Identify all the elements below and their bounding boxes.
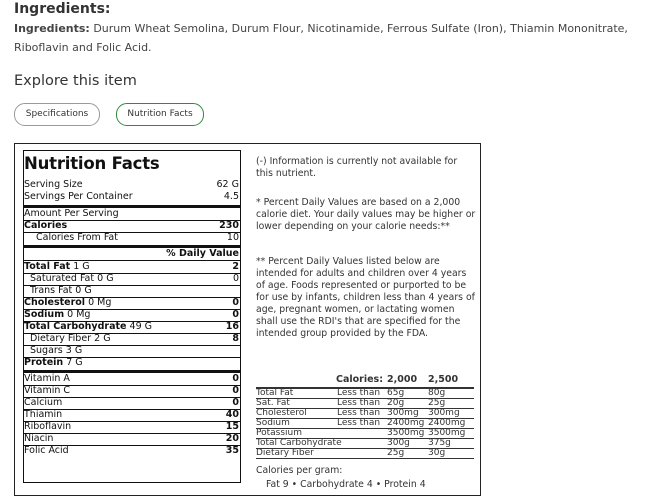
vitamin-row bbox=[24, 445, 240, 457]
nutrient-amount: 1 G bbox=[73, 261, 90, 272]
ct-2000: 300mg bbox=[387, 408, 419, 418]
ct-2500: 2400mg bbox=[428, 418, 466, 428]
vitamin-label: Riboflavin bbox=[24, 421, 72, 432]
ct-2000: 300g bbox=[387, 438, 410, 448]
nutrient-dv: 16 bbox=[225, 321, 239, 332]
ct-nutrient: Dietary Fiber bbox=[256, 448, 314, 458]
calories-fat-value: 10 bbox=[226, 232, 239, 243]
nutrient-amount: 0 Mg bbox=[88, 297, 112, 308]
tab-specifications[interactable]: Specifications bbox=[14, 103, 100, 126]
nutrient-label: Dietary Fiber bbox=[30, 333, 92, 344]
vitamin-label: Niacin bbox=[24, 433, 54, 444]
explore-title: Explore this item bbox=[14, 73, 137, 89]
note-unavailable: (-) Information is currently not available for this nutrient. bbox=[256, 156, 458, 179]
ingredients-text bbox=[14, 19, 639, 57]
nutrient-amount: 7 G bbox=[66, 357, 83, 368]
ct-2000: 2400mg bbox=[387, 418, 425, 428]
nutrient-label: Trans Fat bbox=[30, 285, 73, 296]
serving-size-value: 62 G bbox=[216, 179, 239, 190]
serving-size-row bbox=[24, 179, 240, 191]
calories-header-2500: 2,500 bbox=[428, 374, 459, 385]
nutrient-amount: 0 G bbox=[97, 273, 114, 284]
note-adults: ** Percent Daily Values listed below are intended for adults and children over 4 years of age. Foods represented or purported to be for use by infants, children less than 4 years of age, pregnant women, or lactating women shall use the RDI's that are specified for the intended group provided by the FDA. bbox=[256, 256, 475, 339]
ct-nutrient: Cholesterol bbox=[256, 408, 307, 418]
nutrient-dv: 8 bbox=[232, 333, 239, 344]
ct-2500: 80g bbox=[428, 388, 446, 398]
ct-2500: 25g bbox=[428, 398, 446, 408]
calories-per-gram-values: Fat 9 • Carbohydrate 4 • Protein 4 bbox=[266, 479, 426, 490]
ct-2000: 25g bbox=[387, 448, 405, 458]
nutrient-label: Total Carbohydrate bbox=[24, 321, 127, 332]
ingredients-label: Ingredients: bbox=[14, 22, 90, 35]
nutrition-panel bbox=[14, 143, 481, 496]
calories-header-2000: 2,000 bbox=[387, 374, 418, 385]
vitamin-dv: 20 bbox=[225, 433, 239, 444]
ct-qualifier: Less than bbox=[337, 398, 381, 408]
nutrient-row-protein bbox=[24, 357, 240, 369]
ct-qualifier: Less than bbox=[337, 388, 381, 398]
vitamin-dv: 35 bbox=[225, 445, 239, 456]
nutrient-label: Sugars bbox=[30, 345, 63, 356]
nutrient-amount: 3 G bbox=[65, 345, 83, 356]
nutrient-amount: 0 Mg bbox=[67, 309, 91, 320]
calories-table-header bbox=[256, 374, 474, 387]
ct-nutrient: Sodium bbox=[256, 418, 290, 428]
nutrient-dv: 0 bbox=[232, 297, 239, 308]
vitamin-dv: 40 bbox=[225, 409, 239, 420]
calories-per-gram-label: Calories per gram: bbox=[256, 465, 343, 476]
nutrition-facts-label bbox=[23, 150, 241, 483]
calories-fat-row bbox=[24, 232, 240, 244]
nutrient-label: Saturated Fat bbox=[30, 273, 95, 284]
dv-header: % Daily Value bbox=[166, 248, 239, 259]
tab-nutrition-facts[interactable]: Nutrition Facts bbox=[116, 103, 204, 126]
calories-header-label: Calories: bbox=[336, 374, 384, 385]
calories-label: Calories bbox=[24, 220, 68, 231]
vitamin-label: Thiamin bbox=[24, 409, 63, 420]
vitamin-label: Vitamin A bbox=[24, 373, 70, 384]
nutrient-dv: 0 bbox=[232, 273, 239, 284]
vitamin-dv: 0 bbox=[232, 373, 239, 384]
nutrient-amount: 0 G bbox=[75, 285, 92, 296]
servings-value: 4.5 bbox=[223, 191, 239, 202]
vitamin-dv: 0 bbox=[232, 385, 239, 396]
ingredients-list: Durum Wheat Semolina, Durum Flour, Nicotinamide, Ferrous Sulfate (Iron), Thiamin Mononitrate, Riboflavin and Folic Acid. bbox=[14, 22, 628, 54]
ct-2500: 300mg bbox=[428, 408, 460, 418]
nutrient-dv: 2 bbox=[232, 261, 239, 272]
dv-header-row bbox=[24, 248, 240, 261]
ingredients-heading: Ingredients: bbox=[14, 1, 111, 17]
note-percent-dv: * Percent Daily Values are based on a 2,000 calorie diet. Your daily values may be higher or lower depending on your calorie needs:** bbox=[256, 197, 476, 232]
ct-nutrient: Total Carbohydrate bbox=[256, 438, 342, 448]
vitamin-label: Calcium bbox=[24, 397, 63, 408]
servings-row bbox=[24, 191, 240, 203]
vitamin-label: Vitamin C bbox=[24, 385, 71, 396]
ct-nutrient: Total Fat bbox=[256, 388, 294, 398]
ct-qualifier: Less than bbox=[337, 408, 381, 418]
servings-label: Servings Per Container bbox=[24, 191, 133, 202]
ct-2500: 375g bbox=[428, 438, 451, 448]
ct-nutrient: Sat. Fat bbox=[256, 398, 290, 408]
ct-qualifier: Less than bbox=[337, 418, 381, 428]
nutrient-label: Total Fat bbox=[24, 261, 71, 272]
amount-per-serving: Amount Per Serving bbox=[24, 208, 119, 219]
nutrient-label: Cholesterol bbox=[24, 297, 86, 308]
ct-nutrient: Potassium bbox=[256, 428, 303, 438]
vitamin-dv: 0 bbox=[232, 397, 239, 408]
ct-2000: 65g bbox=[387, 388, 405, 398]
vitamin-dv: 15 bbox=[225, 421, 239, 432]
serving-size-label: Serving Size bbox=[24, 179, 83, 190]
nutrient-dv: 0 bbox=[232, 309, 239, 320]
vitamin-label: Folic Acid bbox=[24, 445, 69, 456]
calories-table-row bbox=[256, 449, 474, 459]
ct-2500: 30g bbox=[428, 448, 446, 458]
ct-2000: 3500mg bbox=[387, 428, 425, 438]
label-title: Nutrition Facts bbox=[24, 154, 160, 173]
ct-2000: 20g bbox=[387, 398, 405, 408]
ct-2500: 3500mg bbox=[428, 428, 466, 438]
nutrient-label: Protein bbox=[24, 357, 64, 368]
nutrient-label: Sodium bbox=[24, 309, 65, 320]
calories-value: 230 bbox=[219, 220, 239, 231]
nutrient-amount: 2 G bbox=[94, 333, 111, 344]
nutrient-amount: 49 G bbox=[129, 321, 153, 332]
calories-fat-label: Calories From Fat bbox=[36, 232, 118, 243]
